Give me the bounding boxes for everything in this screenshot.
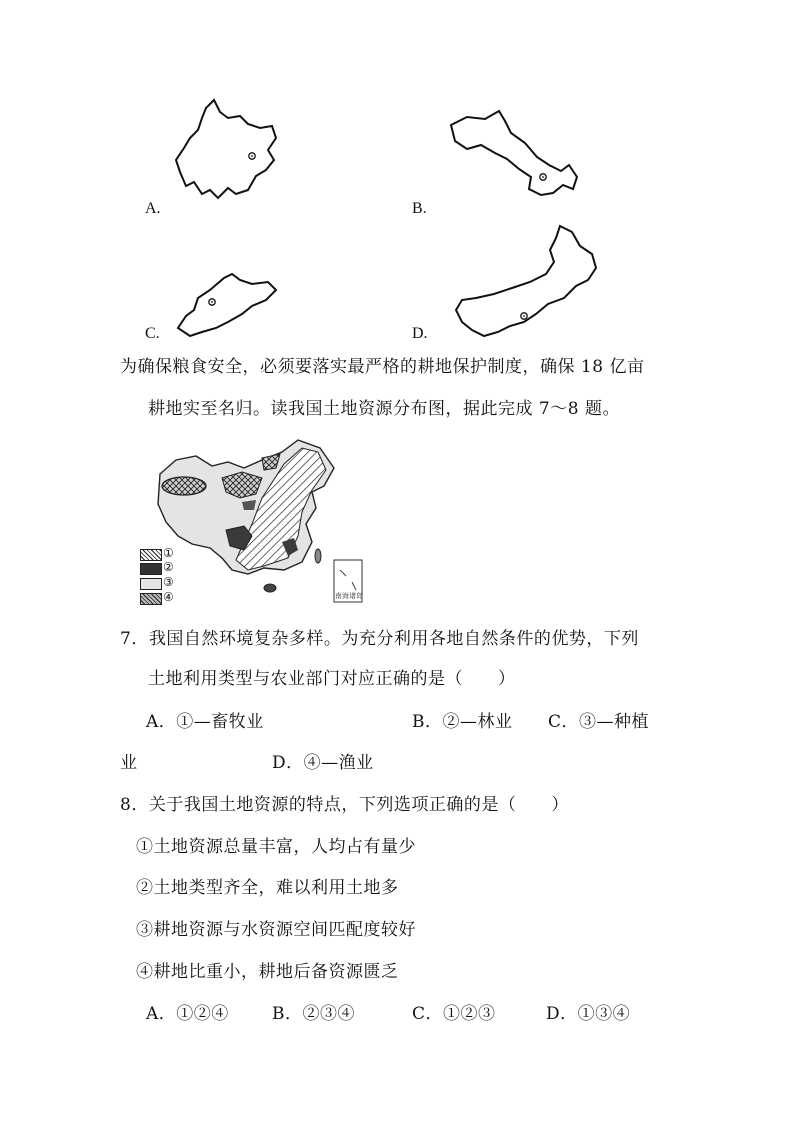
- q7-stem-line-2: 土地利用类型与农业部门对应正确的是（ ）: [148, 669, 516, 689]
- map-option-b-label: B.: [412, 200, 427, 217]
- province-map-b: [445, 105, 595, 205]
- q8-statement-3: ③耕地资源与水资源空间匹配度较好: [136, 920, 416, 940]
- q8-stem: 8．关于我国土地资源的特点，下列选项正确的是（ ）: [120, 795, 569, 815]
- q8-option-c: C．①②③: [412, 1004, 496, 1024]
- q7-option-b: B．②—林业: [412, 712, 513, 732]
- legend-label-4: ④: [163, 590, 174, 604]
- q8-option-a: A．①②④: [146, 1004, 229, 1024]
- legend-label-1: ①: [163, 546, 174, 560]
- province-map-c: [172, 270, 292, 340]
- map-option-d-label: D.: [412, 325, 428, 342]
- intro-line-1: 为确保粮食安全，必须要落实最严格的耕地保护制度，确保 18 亿亩: [120, 357, 645, 377]
- legend-swatch-1: [140, 549, 162, 561]
- q7-option-d: D．④—渔业: [272, 753, 374, 773]
- q7-option-c: C．③—种植: [548, 712, 650, 732]
- q7-stem-line-1: 7．我国自然环境复杂多样。为充分利用各地自然条件的优势，下列: [120, 629, 639, 649]
- q7-option-a: A．①—畜牧业: [146, 712, 264, 732]
- province-map-a: [170, 98, 290, 208]
- intro-line-2: 耕地实至名归。读我国土地资源分布图，据此完成 7～8 题。: [148, 399, 620, 419]
- china-land-resource-map: [152, 438, 382, 603]
- map-option-c-label: C.: [145, 325, 160, 342]
- q7-option-c-continued: 业: [120, 753, 138, 773]
- map-option-a-label: A.: [145, 200, 161, 217]
- map-inset-label: 南海诸岛: [335, 592, 363, 600]
- q8-statement-2: ②土地类型齐全，难以利用土地多: [136, 878, 399, 898]
- legend-swatch-2: [140, 563, 162, 575]
- q8-statement-1: ①土地资源总量丰富，人均占有量少: [136, 837, 416, 857]
- legend-label-2: ②: [163, 560, 174, 574]
- province-map-d: [450, 222, 610, 342]
- q8-option-d: D．①③④: [546, 1004, 631, 1024]
- legend-swatch-3: [140, 578, 162, 590]
- q8-statement-4: ④耕地比重小，耕地后备资源匮乏: [136, 962, 399, 982]
- legend-swatch-4: [140, 593, 162, 605]
- legend-label-3: ③: [163, 575, 174, 589]
- q8-option-b: B．②③④: [272, 1004, 355, 1024]
